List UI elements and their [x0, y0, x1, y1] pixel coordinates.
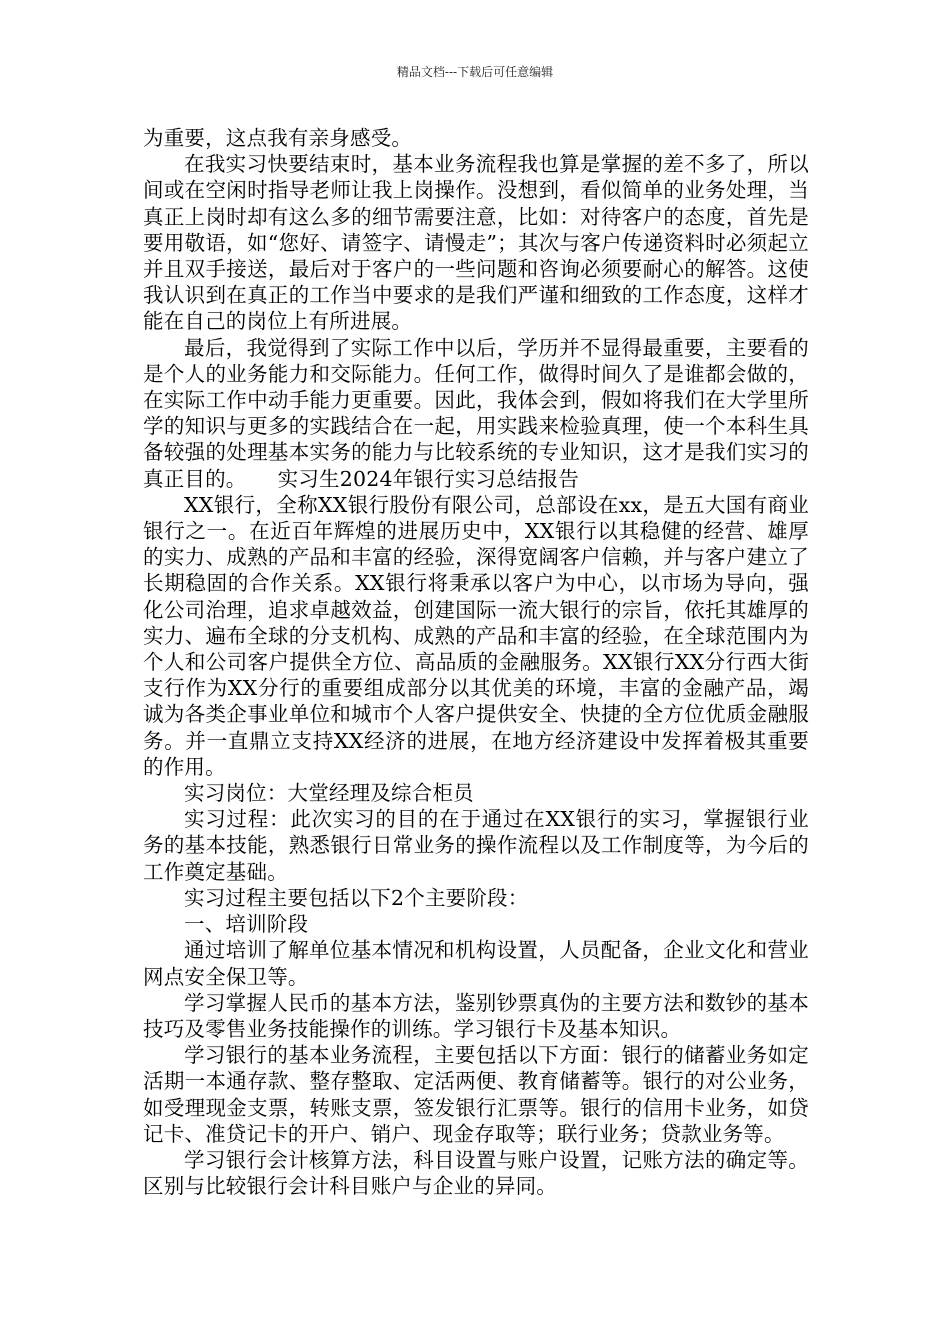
document-body	[143, 125, 809, 1199]
page-header: 精品文档---下载后可任意编辑	[396, 65, 554, 79]
paragraph: 实习过程：此次实习的目的在于通过在XX银行的实习，掌握银行业务的基本技能，熟悉银行日常业务的操作流程以及工作制度等，为今后的工作奠定基础。	[143, 807, 809, 884]
paragraph: 通过培训了解单位基本情况和机构设置，人员配备，企业文化和营业网点安全保卫等。	[143, 938, 809, 989]
paragraph: 一、培训阶段	[184, 912, 309, 937]
paragraph: 学习银行的基本业务流程，主要包括以下方面：银行的储蓄业务如定活期一本通存款、整存整取、定活两便、教育储蓄等。银行的对公业务，如受理现金支票，转账支票，签发银行汇票等。银行的信用卡业务，如贷记卡、准贷记卡的开户、销户、现金存取等；联行业务；贷款业务等。	[143, 1043, 809, 1146]
paragraph: 最后，我觉得到了实际工作中以后，学历并不显得最重要，主要看的是个人的业务能力和交际能力。任何工作，做得时间久了是谁都会做的，在实际工作中动手能力更重要。因此，我体会到，假如将我们在大学里所学的知识与更多的实践结合在一起，用实践来检验真理，使一个本科生具备较强的处理基本实务的能力与比较系统的专业知识，这才是我们实习的真正目的。 实习生2024年银行实习总结报告	[143, 335, 809, 491]
paragraph: 在我实习快要结束时，基本业务流程我也算是掌握的差不多了，所以间或在空闲时指导老师让我上岗操作。没想到，看似简单的业务处理，当真正上岗时却有这么多的细节需要注意，比如：对待客户的态度，首先是要用敬语，如“您好、请签字、请慢走”；其次与客户传递资料时必须起立并且双手接送，最后对于客户的一些问题和咨询必须要耐心的解答。这使我认识到在真正的工作当中要求的是我们严谨和细致的工作态度，这样才能在自己的岗位上有所进展。	[143, 152, 809, 334]
paragraph: 为重要，这点我有亲身感受。	[143, 126, 413, 150]
paragraph: 实习岗位：大堂经理及综合柜员	[184, 781, 474, 806]
paragraph: 学习银行会计核算方法，科目设置与账户设置，记账方法的确定等。区别与比较银行会计科目账户与企业的异同。	[143, 1147, 809, 1199]
paragraph: XX银行，全称XX银行股份有限公司，总部设在xx，是五大国有商业银行之一。在近百年辉煌的进展历史中，XX银行以其稳健的经营、雄厚的实力、成熟的产品和丰富的经验，深得宽阔客户信赖，并与客户建立了长期稳固的合作关系。XX银行将秉承以客户为中心，以市场为导向，强化公司治理，追求卓越效益，创建国际一流大银行的宗旨，依托其雄厚的实力、遍布全球的分支机构、成熟的产品和丰富的经验，在全球范围内为个人和公司客户提供全方位、高品质的金融服务。XX银行XX分行西大街支行作为XX分行的重要组成部分以其优美的环境，丰富的金融产品，竭诚为各类企事业单位和城市个人客户提供安全、快捷的全方位优质金融服务。并一直鼎立支持XX经济的进展，在地方经济建设中发挥着极其重要的作用。	[143, 492, 809, 779]
paragraph: 学习掌握人民币的基本方法，鉴别钞票真伪的主要方法和数钞的基本技巧及零售业务技能操作的训练。学习银行卡及基本知识。	[143, 990, 809, 1041]
paragraph: 实习过程主要包括以下2个主要阶段：	[184, 885, 529, 910]
